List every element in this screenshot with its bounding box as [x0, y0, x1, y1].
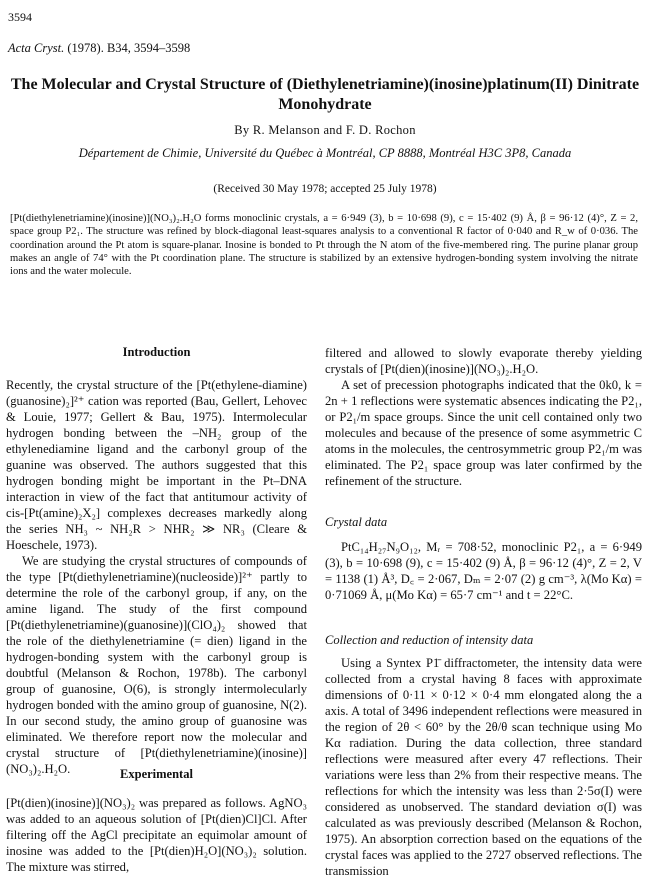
citation-details: (1978). B34, 3594–3598: [64, 41, 191, 55]
page-number: 3594: [8, 10, 32, 24]
collection-heading: Collection and reduction of intensity data: [325, 633, 534, 647]
authors: By R. Melanson and F. D. Rochon: [234, 123, 416, 137]
introduction-heading: Introduction: [122, 345, 191, 359]
crystal-data-heading: Crystal data: [325, 515, 388, 529]
affiliation: Département de Chimie, Université du Québec à Montréal, CP 8888, Montréal H3C 3P8, Canada: [78, 146, 572, 160]
introduction-paragraph-2: We are studying the crystal structures of compounds of the type [Pt(diethylenetriamine)(nucleoside)]²⁺ partly to determine the role of the carbonyl group, if any, on the amine ligand. The study of the first compound [Pt(diethylenetriamine)(guanosine)](ClO₄)₂ showed that the role of the diethylenetriamine (= dien) ligand in the hydrogen-bonding system with the carbonyl group is doubtful (Melanson & Rochon, 1978b). The carbonyl group of guanosine, O(6), is strongly intermolecularly hydrogen bonded with the amino group of guanosine, N(2). In our second study, the amino group of guanosine was eliminated. We therefore report now the molecular and crystal structure of [Pt(diethylenetriamine)(inosine)](NO₃)₂.H₂O.: [6, 554, 307, 776]
paper-title: The Molecular and Crystal Structure of (Diethylenetriamine)(inosine)platinum(II) Dinitrate Monohydrate: [10, 76, 640, 113]
journal-name: Acta Cryst.: [8, 41, 65, 55]
abstract: [Pt(diethylenetriamine)(inosine)](NO₃)₂.H₂O forms monoclinic crystals, a = 6·949 (3), b = 10·698 (9), c = 15·402 (9) Å, β = 96·12 (4)°, Z = 2, space group P2₁. The structure was refined by block-diagonal least-squares analysis to a conventional R factor of 0·040 and R_w of 0·036. The coordination around the Pt atom is square-planar. Inosine is bonded to Pt through the N atom of the five-membered ring. The purine planar group makes an angle of 74° with the Pt coordination plane. The structure is stabilized by an extensive hydrogen-bonding system involving the nitrate ions and the water molecule.: [10, 213, 638, 278]
journal-citation: [8, 41, 190, 56]
crystal-data-body: [325, 539, 642, 603]
introduction-body: [6, 377, 307, 777]
experimental-heading: Experimental: [120, 767, 193, 781]
introduction-paragraph-1: Recently, the crystal structure of the [Pt(ethylene-diamine)(guanosine)₂]²⁺ cation was reported (Bau, Gellert, Lehovec & Louie, 1977; Gellert & Bau, 1975). Intermolecular hydrogen bonding between the –NH₂ group of the ethylenediamine ligand and the carbonyl group of the guanine was observed. The authors suggested that this hydrogen bonding might be important in the Pt–DNA interaction in view of the fact that antitumour activity of cis-[Pt(amine)₂X₂] complexes decreases markedly along the series NH₃ ~ NH₂R > NHR₂ ≫ NR₃ (Cleare & Hoeschele, 1973).: [6, 378, 307, 552]
crystal-data-paragraph: PtC₁₄H₂₇N₉O₁₂, Mᵣ = 708·52, monoclinic P2₁, a = 6·949 (3), b = 10·698 (9), c = 15·402 (9) Å, β = 96·12 (4)°, Z = 2, V = 1138 (1) Å³, D꜀ = 2·067, Dₘ = 2·07 (2) g cm⁻³, λ(Mo Kα) = 0·71069 Å, μ(Mo Kα) = 65·7 cm⁻¹ and t = 22°C.: [325, 540, 642, 602]
continued-paragraph: filtered and allowed to slowly evaporate thereby yielding crystals of [Pt(dien)(inosine)](NO₃)₂.H₂O.: [325, 346, 642, 376]
right-column-intro: [325, 345, 642, 489]
experimental-body: [6, 795, 307, 875]
collection-paragraph: Using a Syntex P1̄ diffractometer, the intensity data were collected from a crystal having 8 faces with approximate dimensions of 0·11 × 0·12 × 0·4 mm elongated along the a axis. A total of 3496 independent reflections were measured in the region of 2θ < 60° by the 2θ/θ scan technique using Mo Kα radiation. During the data collection, three standard reflections were measured after every 47 reflections. Their variations were less than 2% from their respective means. The reflections for which the intensity was less than 2·5σ(I) were considered as unobserved. The standard deviation σ(I) was calculated as was previously described (Melanson & Rochon, 1975). An absorption correction based on the equations of the crystal faces was applied to the 2727 observed reflections. The transmission: [325, 656, 642, 878]
precession-paragraph: A set of precession photographs indicated that the 0k0, k = 2n + 1 reflections were systematic absences indicating the P2₁, or P2₁/m space groups. Since the unit cell contained only two molecules and because of the presence of some asymmetric C atoms in the molecules, the centrosymmetric group P2₁/m was eliminated. The P2₁ space group was later confirmed by the refinement of the structure.: [325, 378, 642, 488]
collection-body: [325, 655, 642, 879]
experimental-paragraph-1: [Pt(dien)(inosine)](NO₃)₂ was prepared as follows. AgNO₃ was added to an aqueous solution of [Pt(dien)Cl]Cl. After filtering off the AgCl precipitate an equimolar amount of inosine was added to the [Pt(dien)H₂O](NO₃)₂ solution. The mixture was stirred,: [6, 796, 307, 874]
received-dates: (Received 30 May 1978; accepted 25 July 1978): [213, 183, 437, 195]
